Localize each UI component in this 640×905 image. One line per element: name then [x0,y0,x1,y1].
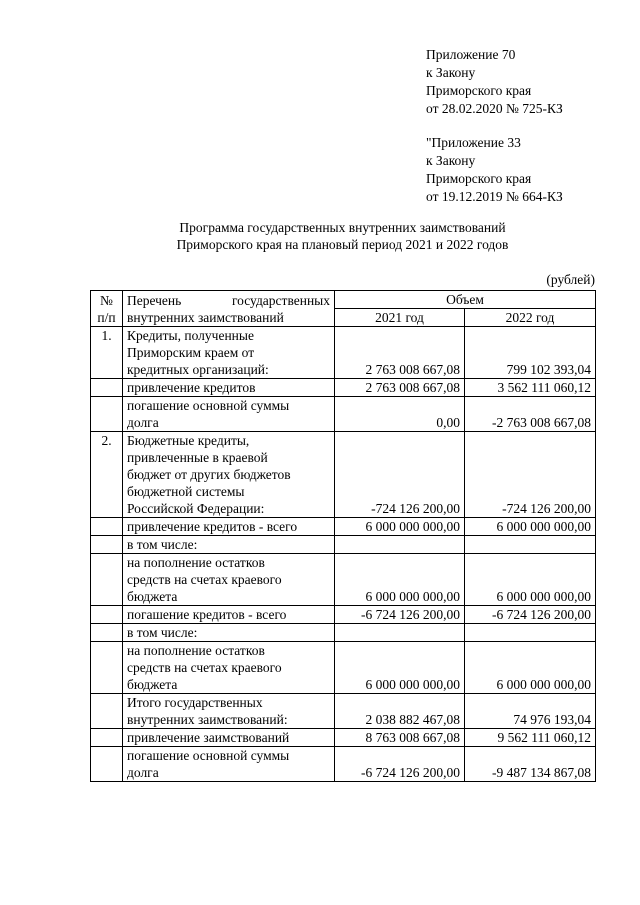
row-label-line: привлечение заимствований [127,730,290,745]
row-label-line: кредитных организаций: [127,362,269,377]
row-value-2021: -6 724 126 200,00 [335,747,465,782]
table-row [91,327,596,379]
row-value-2021: 6 000 000 000,00 [335,642,465,694]
row-label [123,624,335,642]
row-label [123,694,335,729]
table-row [91,432,596,518]
row-label-line: в том числе: [127,625,198,640]
row-value-2022 [465,624,596,642]
row-label-line: Кредиты, полученные [127,328,254,343]
table-row [91,694,596,729]
row-value-2021: 2 763 008 667,08 [335,379,465,397]
row-number [91,379,123,397]
original-appendix-date: от 19.12.2019 № 664-КЗ [426,189,563,204]
row-number [91,536,123,554]
header-2021: 2021 год [335,309,465,327]
row-label-line: погашение основной суммы [127,398,290,413]
row-number [91,747,123,782]
row-number [91,606,123,624]
row-label-line: погашение кредитов - всего [127,607,287,622]
document-title [90,219,595,253]
row-label [123,432,335,518]
row-number [91,642,123,694]
appendix-law: к Закону [426,65,476,80]
row-label [123,729,335,747]
row-number [91,518,123,536]
row-label [123,327,335,379]
row-label [123,747,335,782]
header-list-word1: Перечень [127,292,182,308]
appendix-date: от 28.02.2020 № 725-КЗ [426,101,563,116]
borrowing-program-table [90,290,596,782]
row-label [123,642,335,694]
row-label-line: внутренних заимствований: [127,712,288,727]
table-header-row [91,291,596,309]
title-line-2: Приморского края на плановый период 2021 и 2022 годов [176,237,509,252]
header-number-line1: № [100,292,113,308]
appendix-number: Приложение 70 [426,47,516,62]
row-label [123,379,335,397]
row-label [123,606,335,624]
row-number: 2. [91,432,123,518]
row-number [91,397,123,432]
row-value-2021: 2 763 008 667,08 [335,327,465,379]
row-label-line: долга [127,765,159,780]
row-value-2021 [335,536,465,554]
table-row [91,397,596,432]
row-label [123,518,335,536]
row-number [91,729,123,747]
row-label-line: привлеченные в краевой [127,450,268,465]
row-value-2022: -2 763 008 667,08 [465,397,596,432]
table-row [91,747,596,782]
row-label-line: на пополнение остатков [127,643,265,658]
header-number-line2: п/п [97,309,116,325]
row-value-2022: 3 562 111 060,12 [465,379,596,397]
table-row [91,379,596,397]
row-value-2021: 2 038 882 467,08 [335,694,465,729]
row-label-line: бюджета [127,589,178,604]
row-label-line: средств на счетах краевого [127,660,282,675]
row-value-2021: 6 000 000 000,00 [335,554,465,606]
row-label-line: бюджет от других бюджетов [127,467,291,482]
row-value-2022: 799 102 393,04 [465,327,596,379]
row-value-2022: -9 487 134 867,08 [465,747,596,782]
row-label-line: средств на счетах краевого [127,572,282,587]
row-value-2021: -724 126 200,00 [335,432,465,518]
units-label: (рублей) [546,272,595,287]
row-value-2021 [335,624,465,642]
row-number [91,554,123,606]
row-label-line: Бюджетные кредиты, [127,433,250,448]
row-label-line: бюджетной системы [127,484,245,499]
row-label [123,554,335,606]
row-value-2022: -724 126 200,00 [465,432,596,518]
row-label-line: привлечение кредитов - всего [127,519,298,534]
row-label [123,397,335,432]
row-label-line: Приморским краем от [127,345,255,360]
row-value-2021: -6 724 126 200,00 [335,606,465,624]
table-row [91,606,596,624]
row-value-2021: 6 000 000 000,00 [335,518,465,536]
row-label-line: на пополнение остатков [127,555,265,570]
row-value-2022: 6 000 000 000,00 [465,642,596,694]
row-label-line: Итого государственных [127,695,263,710]
header-list-line2: внутренних заимствований [127,309,284,325]
header-volume: Объем [335,291,596,309]
row-value-2022: 6 000 000 000,00 [465,518,596,536]
header-number [91,291,123,327]
table-row [91,518,596,536]
row-value-2022 [465,536,596,554]
row-label-line: погашение основной суммы [127,748,290,763]
table-body [91,327,596,782]
row-value-2022: 74 976 193,04 [465,694,596,729]
table-row [91,536,596,554]
row-value-2022: 9 562 111 060,12 [465,729,596,747]
row-label-line: долга [127,415,159,430]
table-row [91,729,596,747]
original-appendix-number: "Приложение 33 [426,135,521,150]
row-value-2022: 6 000 000 000,00 [465,554,596,606]
appendix-region: Приморского края [426,83,532,98]
row-label-line: привлечение кредитов [127,380,256,395]
row-label-line: бюджета [127,677,178,692]
row-label-line: в том числе: [127,537,198,552]
title-line-1: Программа государственных внутренних заимствований [179,220,506,235]
row-label [123,536,335,554]
row-number: 1. [91,327,123,379]
row-number [91,624,123,642]
header-2022: 2022 год [465,309,596,327]
row-value-2022: -6 724 126 200,00 [465,606,596,624]
table-row [91,642,596,694]
header-list-word2: государственных [231,292,330,308]
row-value-2021: 0,00 [335,397,465,432]
row-value-2021: 8 763 008 667,08 [335,729,465,747]
appendix-header [426,46,563,118]
original-appendix-header [426,134,563,206]
row-number [91,694,123,729]
original-appendix-law: к Закону [426,153,476,168]
header-list [123,291,335,327]
row-label-line: Российской Федерации: [127,501,265,516]
table-row [91,554,596,606]
original-appendix-region: Приморского края [426,171,532,186]
table-row [91,624,596,642]
